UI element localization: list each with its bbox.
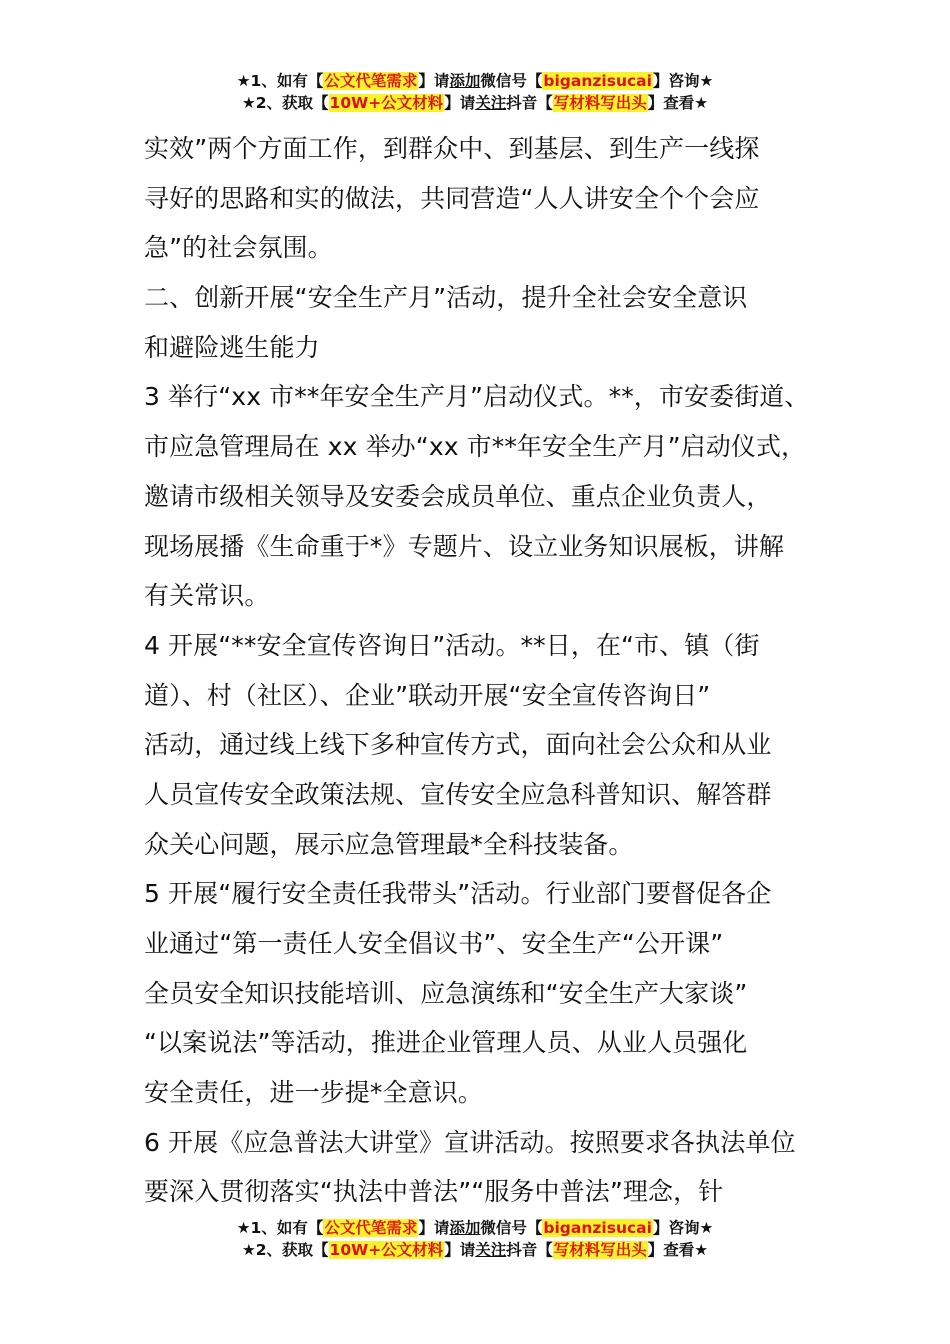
banner-text: 抖音【 (506, 1241, 553, 1259)
body-line: 邀请市级相关领导及安委会成员单位、重点企业负责人， (144, 481, 772, 511)
banner-text: 】请 (418, 72, 450, 90)
document-body (144, 124, 844, 1217)
banner-text: 微信号【 (480, 72, 543, 90)
banner-highlight: 写材料写出头 (553, 94, 647, 112)
section-heading: 二、创新开展“安全生产月”活动，提升全社会安全意识 (144, 283, 748, 313)
body-line: 人员宣传安全政策法规、宣传安全应急科普知识、解答群 (144, 779, 772, 809)
body-line: 全员安全知识技能培训、应急演练和“安全生产大家谈” (144, 978, 748, 1008)
banner-highlight: 公文代笔需求 (324, 72, 418, 90)
body-line: 4 开展“**安全宣传咨询日”活动。**日，在“市、镇（街 (144, 630, 760, 660)
banner-text: 】咨询★ (652, 72, 714, 90)
banner-text: 】请 (418, 1219, 450, 1237)
body-line: “以案说法”等活动，推进企业管理人员、从业人员强化 (144, 1028, 748, 1058)
body-line: 6 开展《应急普法大讲堂》宣讲活动。按照要求各执法单位 (144, 1127, 796, 1157)
body-line: 有关常识。 (144, 581, 270, 611)
banner-text: ★2、获取【 (241, 1241, 329, 1259)
banner-text: 】请 (444, 94, 476, 112)
body-line: 现场展播《生命重于*》专题片、设立业务知识展板，讲解 (144, 531, 785, 561)
banner-highlight: 写材料写出头 (553, 1241, 647, 1259)
banner-highlight: 公文代笔需求 (324, 1219, 418, 1237)
banner-line-2 (0, 92, 950, 114)
banner-text: 抖音【 (506, 94, 553, 112)
body-line: 业通过“第一责任人安全倡议书”、安全生产“公开课” (144, 929, 724, 958)
banner-highlight: biganzisucai (543, 1219, 652, 1237)
banner-underline-text: 添加 (449, 72, 481, 90)
banner-text: ★1、如有【 (236, 1219, 324, 1237)
body-line: 安全责任，进一步提*全意识。 (144, 1078, 483, 1108)
banner-text: ★2、获取【 (241, 94, 329, 112)
body-line: 要深入贯彻落实“执法中普法”“服务中普法”理念，针 (144, 1177, 724, 1207)
banner-underline-text: 添加 (449, 1219, 481, 1237)
banner-text: ★1、如有【 (236, 72, 324, 90)
section-heading: 和避险逃生能力 (144, 332, 320, 362)
banner-text: 】咨询★ (652, 1219, 714, 1237)
body-line: 众关心问题，展示应急管理最*全科技装备。 (144, 829, 634, 859)
body-line: 实效”两个方面工作，到群众中、到基层、到生产一线探 (144, 134, 760, 163)
body-line: 活动，通过线上线下多种宣传方式，面向社会公众和从业 (144, 730, 772, 760)
body-line: 急”的社会氛围。 (144, 233, 333, 263)
banner-highlight: 10W+公文材料 (329, 1241, 444, 1259)
bottom-banner (0, 1217, 950, 1261)
top-banner (0, 70, 950, 114)
banner-line-1 (0, 70, 950, 92)
banner-underline-text: 关注 (475, 94, 507, 112)
banner-text: 】查看★ (647, 94, 709, 112)
body-line: 道）、村（社区）、企业”联动开展“安全宣传咨询日” (144, 680, 711, 710)
body-line: 寻好的思路和实的做法，共同营造“人人讲安全个个会应 (144, 183, 760, 213)
banner-highlight: 10W+公文材料 (329, 94, 444, 112)
banner-line-1 (0, 1217, 950, 1239)
banner-text: 微信号【 (480, 1219, 543, 1237)
body-line: 市应急管理局在 xx 举办“xx 市**年安全生产月”启动仪式， (144, 432, 807, 462)
banner-line-2 (0, 1239, 950, 1261)
banner-text: 】查看★ (647, 1241, 709, 1259)
banner-highlight: biganzisucai (543, 72, 652, 90)
banner-text: 】请 (444, 1241, 476, 1259)
body-line: 3 举行“xx 市**年安全生产月”启动仪式。**，市安委街道、 (144, 382, 810, 412)
banner-underline-text: 关注 (475, 1241, 507, 1259)
body-line: 5 开展“履行安全责任我带头”活动。行业部门要督促各企 (144, 879, 772, 909)
